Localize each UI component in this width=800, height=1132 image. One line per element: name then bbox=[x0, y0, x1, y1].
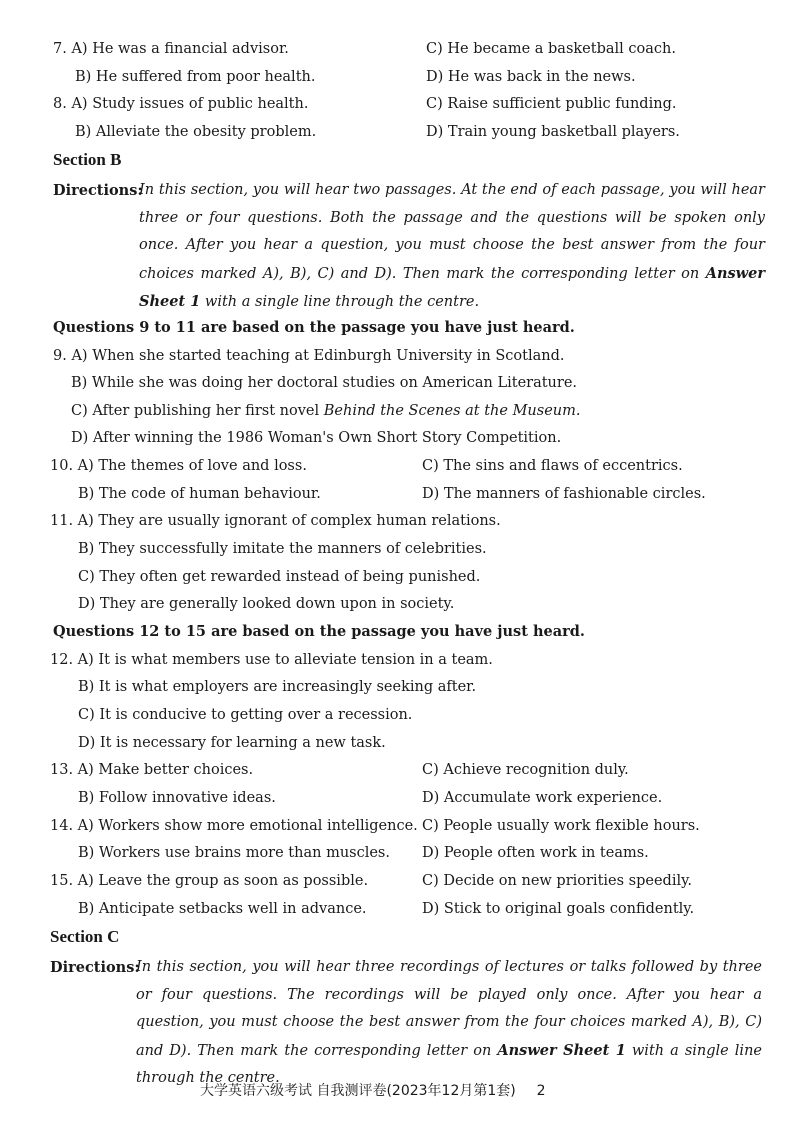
question-13-option-a bbox=[50, 760, 253, 780]
section-b-directions-label: Directions: bbox=[53, 182, 143, 199]
question-12-option-d: D) It is necessary for learning a new task. bbox=[78, 735, 386, 751]
answer-sheet-ref: Answer Sheet 1 bbox=[139, 264, 765, 311]
question-11-option-a bbox=[50, 511, 501, 531]
answer-sheet-ref: Answer Sheet 1 bbox=[497, 1041, 626, 1059]
section-c-directions: In this section, you will hear three recordings of lectures or talks followed by three or four questions. The recordings will be played only once. After you hear a question, you must choose the best answer from the four choices marked A), B), C) and D). Then mark the corresponding letter on Answer Sheet 1 with a single line through the centre. bbox=[136, 959, 762, 1087]
question-12-option-c: C) It is conducive to getting over a recession. bbox=[78, 707, 413, 723]
option-text: A) It is what members use to alleviate tension in a team. bbox=[77, 652, 493, 668]
page-number: 2 bbox=[536, 1083, 546, 1099]
question-10-option-c: C) The sins and flaws of eccentrics. bbox=[422, 458, 683, 474]
question-14-option-a bbox=[50, 816, 418, 836]
question-number: 11. bbox=[50, 513, 74, 529]
question-number: 13. bbox=[50, 762, 74, 778]
question-number: 10. bbox=[50, 458, 74, 474]
question-9-option-b: B) While she was doing her doctoral studies on American Literature. bbox=[71, 375, 578, 391]
question-15-option-d: D) Stick to original goals confidently. bbox=[422, 901, 695, 917]
question-10-option-d: D) The manners of fashionable circles. bbox=[422, 486, 706, 502]
option-text: A) The themes of love and loss. bbox=[77, 458, 307, 474]
question-number: 15. bbox=[50, 873, 74, 889]
question-7-option-c: C) He became a basketball coach. bbox=[426, 41, 676, 57]
question-11-option-c: C) They often get rewarded instead of being punished. bbox=[78, 569, 481, 585]
question-9-option-a bbox=[53, 346, 564, 366]
question-9-option-d: D) After winning the 1986 Woman's Own Short Story Competition. bbox=[71, 430, 562, 446]
question-11-option-b: B) They successfully imitate the manners of celebrities. bbox=[78, 541, 487, 557]
question-8-option-b: B) Alleviate the obesity problem. bbox=[75, 124, 317, 140]
question-7-option-b: B) He suffered from poor health. bbox=[75, 69, 316, 85]
question-14-option-d: D) People often work in teams. bbox=[422, 845, 649, 861]
section-b-directions: In this section, you will hear two passages. At the end of each passage, you will hear three or four questions. Both the passage and the questions will be spoken only once. After you hear a question, you must choose the best answer from the four choices marked A), B), C) and D). Then mark the corresponding letter on Answer Sheet 1 with a single line through the centre. bbox=[139, 182, 765, 311]
question-13-option-c: C) Achieve recognition duly. bbox=[422, 762, 629, 778]
question-14-option-c: C) People usually work flexible hours. bbox=[422, 818, 700, 834]
question-number: 14. bbox=[50, 818, 74, 834]
question-15-option-c: C) Decide on new priorities speedily. bbox=[422, 873, 692, 889]
question-7-option-a bbox=[53, 39, 289, 59]
question-number: 7. bbox=[53, 41, 67, 57]
question-8-option-a bbox=[53, 94, 308, 114]
question-number: 9. bbox=[53, 348, 67, 364]
novel-title: Behind the Scenes at the Museum. bbox=[323, 403, 581, 419]
question-group-12-15: Questions 12 to 15 are based on the passage you have just heard. bbox=[53, 623, 585, 640]
section-c-directions-label: Directions: bbox=[50, 959, 140, 976]
question-15-option-b: B) Anticipate setbacks well in advance. bbox=[78, 901, 367, 917]
option-text: A) They are usually ignorant of complex human relations. bbox=[77, 513, 501, 529]
question-11-option-d: D) They are generally looked down upon in society. bbox=[78, 596, 455, 612]
option-text: A) Study issues of public health. bbox=[71, 96, 309, 112]
question-10-option-b: B) The code of human behaviour. bbox=[78, 486, 321, 502]
option-text: A) When she started teaching at Edinburgh University in Scotland. bbox=[71, 348, 565, 364]
question-7-option-d: D) He was back in the news. bbox=[426, 69, 636, 85]
question-13-option-b: B) Follow innovative ideas. bbox=[78, 790, 276, 806]
question-13-option-d: D) Accumulate work experience. bbox=[422, 790, 663, 806]
question-12-option-b: B) It is what employers are increasingly seeking after. bbox=[78, 679, 477, 695]
question-15-option-a bbox=[50, 871, 368, 891]
question-9-option-c: C) After publishing her first novel Behind the Scenes at the Museum. bbox=[71, 403, 581, 419]
section-b-title: Section B bbox=[53, 150, 122, 169]
question-12-option-a bbox=[50, 650, 493, 670]
question-number: 8. bbox=[53, 96, 67, 112]
question-8-option-c: C) Raise sufficient public funding. bbox=[426, 96, 677, 112]
question-number: 12. bbox=[50, 652, 74, 668]
question-group-9-11: Questions 9 to 11 are based on the passage you have just heard. bbox=[53, 319, 575, 336]
option-text: A) Workers show more emotional intelligence. bbox=[77, 818, 418, 834]
question-8-option-d: D) Train young basketball players. bbox=[426, 124, 680, 140]
question-14-option-b: B) Workers use brains more than muscles. bbox=[78, 845, 390, 861]
page-footer bbox=[200, 1081, 546, 1101]
footer-title: 大学英语六级考试 自我测评卷(2023年12月第1套) bbox=[200, 1083, 516, 1099]
option-text: A) He was a financial advisor. bbox=[71, 41, 289, 57]
question-10-option-a bbox=[50, 456, 307, 476]
section-c-title: Section C bbox=[50, 927, 120, 946]
option-text: A) Leave the group as soon as possible. bbox=[77, 873, 369, 889]
option-text: A) Make better choices. bbox=[77, 762, 254, 778]
